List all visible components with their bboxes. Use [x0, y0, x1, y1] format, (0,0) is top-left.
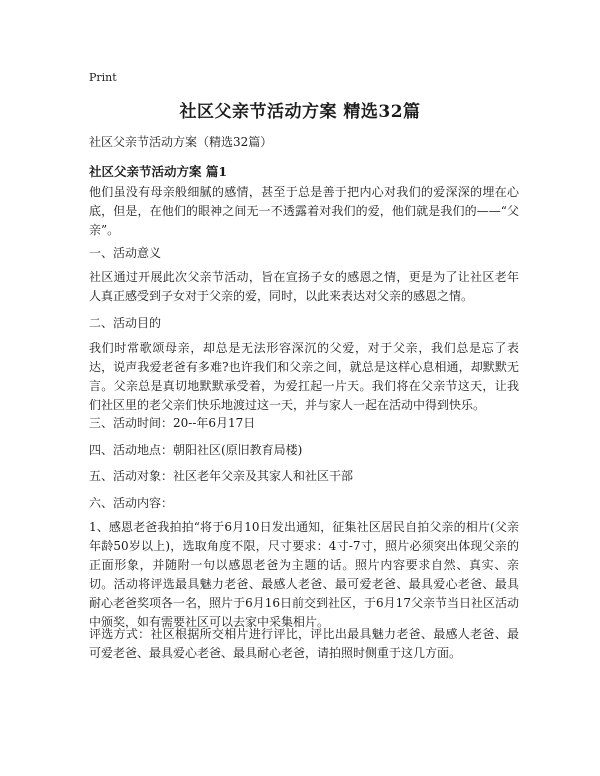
heading-activity-time: 三、活动时间：20--年6月17日	[89, 416, 256, 430]
heading-activity-meaning: 一、活动意义	[89, 246, 162, 260]
heading-activity-purpose: 二、活动目的	[89, 316, 162, 330]
intro-paragraph: 他们虽没有母亲般细腻的感情，甚至于总是善于把内心对我们的爱深深的埋在心底，但是，在他们的眼神之间无一不透露着对我们的爱，他们就是我们的——“父亲”。	[89, 185, 519, 237]
section-title: 社区父亲节活动方案 篇1	[89, 164, 228, 179]
document-subtitle: 社区父亲节活动方案（精选32篇）	[89, 135, 273, 149]
paragraph-content-item-1: 1、感恩老爸我拍拍“将于6月10日发出通知，征集社区居民自拍父亲的相片(父亲年龄50岁以上)，选取角度不限，尺寸要求：4寸-7寸，照片必须突出体现父亲的正面形象，并随附一句以感恩老爸为主题的话。照片内容要求自然、真实、亲切。活动将评选最具魅力老爸、最感人老爸、最可爱老爸、最具爱心老爸、最具耐心老爸奖项各一名，照片于6月16日前交到社区，于6月17父亲节当日社区活动中颁奖，如有需要社区可以去家中采集相片。	[89, 520, 519, 629]
page-title: 社区父亲节活动方案 精选32篇	[179, 102, 421, 122]
paragraph-selection-method: 评选方式：社区根据所交相片进行评比，评比出最具魅力老爸、最感人老爸、最可爱老爸、最具爱心老爸、最具耐心老爸，请拍照时侧重于这几方面。	[89, 627, 519, 660]
heading-activity-place: 四、活动地点：朝阳社区(原旧教育局楼)	[89, 443, 303, 457]
heading-activity-target: 五、活动对象：社区老年父亲及其家人和社区干部	[89, 469, 354, 483]
heading-activity-content: 六、活动内容：	[89, 496, 174, 510]
print-link[interactable]: Print	[89, 71, 117, 84]
paragraph-activity-meaning: 社区通过开展此次父亲节活动，旨在宣扬子女的感恩之情，更是为了让社区老年人真正感受到子女对于父亲的爱，同时，以此来表达对父亲的感恩之情。	[89, 270, 519, 303]
paragraph-activity-purpose: 我们时常歌颂母亲，却总是无法形容深沉的父爱，对于父亲，我们总是忘了表达，说声我爱老爸有多难?也许我们和父亲之间，就总是这样心息相通，却默默无言。父亲总是真切地默默承受着，为爱扛起一片天。我们将在父亲节这天，让我们社区里的老父亲们快乐地渡过这一天，并与家人一起在活动中得到快乐。	[89, 341, 519, 412]
